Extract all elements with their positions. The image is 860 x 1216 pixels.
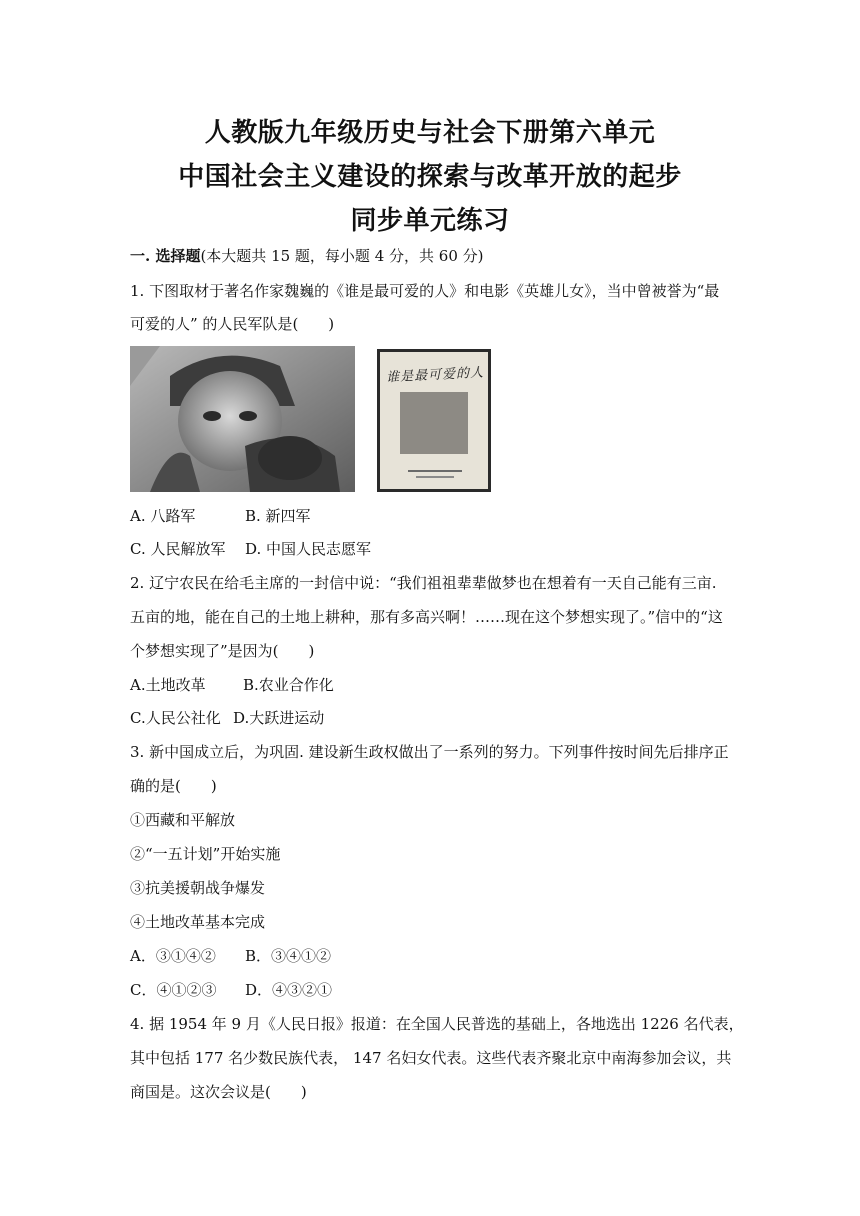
question-3-line-1: 3. 新中国成立后，为巩固. 建设新生政权做出了一系列的努力。下列事件按时间先后排序正 <box>130 743 729 761</box>
question-4-line-1: 4. 据 1954 年 9 月《人民日报》报道：在全国人民普选的基础上，各地选出 1226 名代表， <box>130 1015 744 1033</box>
book-cover-illustration <box>400 392 468 454</box>
option-b: B．③④①② <box>245 947 332 965</box>
option-c: C.人民公社化 <box>130 709 221 727</box>
option-d: D．④③②① <box>245 981 333 999</box>
section-label: 一. 选择题 <box>130 247 201 265</box>
option-c: C. 人民解放军 <box>130 540 226 558</box>
title-line-3: 同步单元练习 <box>350 206 510 236</box>
question-3-line-2: 确的是( ) <box>130 777 217 795</box>
section-note: (本大题共 15 题，每小题 4 分，共 60 分) <box>200 247 484 265</box>
question-2-options-row-1 <box>130 674 735 696</box>
book-cover-image <box>377 349 491 492</box>
question-1-line-2: 可爱的人” 的人民军队是( ) <box>130 315 335 333</box>
option-d: D.大跃进运动 <box>233 709 325 727</box>
question-3-item-2: ②“一五计划”开始实施 <box>130 845 281 863</box>
question-3-options-row-1 <box>130 945 735 967</box>
book-cover-publisher-mark <box>408 470 462 472</box>
question-2-line-3: 个梦想实现了”是因为( ) <box>130 642 315 660</box>
option-a: A．③①④② <box>130 947 216 965</box>
option-a: A. 八路军 <box>130 507 196 525</box>
question-1-options-row-2 <box>130 538 735 560</box>
question-1-line-1: 1. 下图取材于著名作家魏巍的《谁是最可爱的人》和电影《英雄儿女》，当中曾被誉为“最 <box>130 282 720 300</box>
option-b: B.农业合作化 <box>243 676 334 694</box>
book-cover-title: 谁是最可爱的人 <box>385 365 485 386</box>
question-2-line-2: 五亩的地，能在自己的土地上耕种，那有多高兴啊！……现在这个梦想实现了。”信中的“这 <box>130 608 723 626</box>
film-still-image <box>130 346 355 492</box>
question-1-options-row-1 <box>130 505 735 527</box>
option-d: D. 中国人民志愿军 <box>245 540 372 558</box>
film-still-photo <box>130 346 355 492</box>
option-c: C．④①②③ <box>130 981 217 999</box>
question-4-line-3: 商国是。这次会议是( ) <box>130 1083 307 1101</box>
title-line-1: 人教版九年级历史与社会下册第六单元 <box>204 118 656 148</box>
book-cover-publisher-mark <box>416 476 454 478</box>
title-line-2: 中国社会主义建设的探索与改革开放的起步 <box>178 162 682 192</box>
question-3-item-3: ③抗美援朝战争爆发 <box>130 879 266 897</box>
question-2-options-row-2 <box>130 707 735 729</box>
question-3-options-row-2 <box>130 979 735 1001</box>
question-4-line-2: 其中包括 177 名少数民族代表， 147 名妇女代表。这些代表齐聚北京中南海参加会议，共 <box>130 1049 732 1067</box>
option-b: B. 新四军 <box>245 507 311 525</box>
book-cover-page <box>380 352 488 489</box>
question-2-line-1: 2. 辽宁农民在给毛主席的一封信中说：“我们祖祖辈辈做梦也在想着有一天自己能有三亩. <box>130 574 717 592</box>
question-3-item-1: ①西藏和平解放 <box>130 811 236 829</box>
option-a: A.土地改革 <box>130 676 206 694</box>
section-heading <box>130 245 735 267</box>
question-3-item-4: ④土地改革基本完成 <box>130 913 266 931</box>
